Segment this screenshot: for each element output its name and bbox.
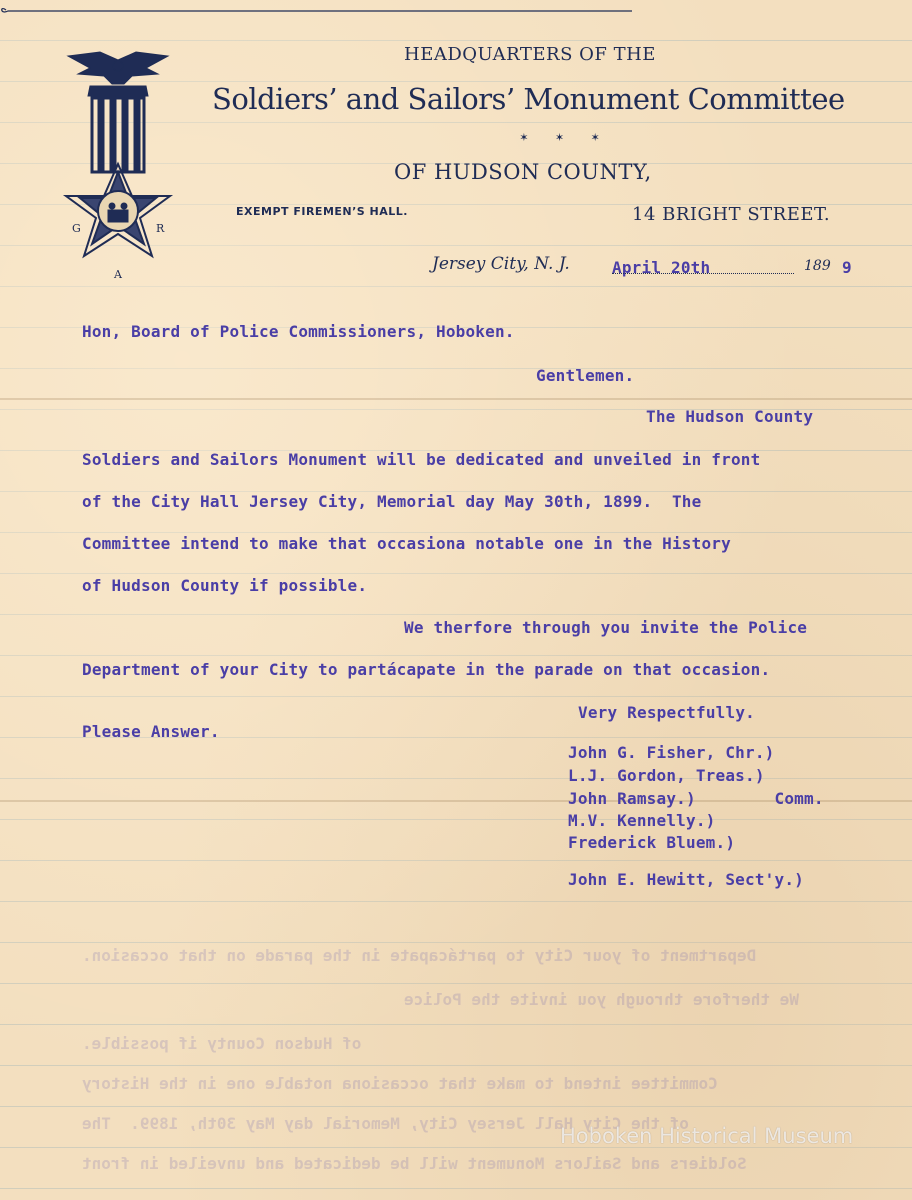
offset-ghost-line: Department of your City to partácapate in the parade on that occasion. xyxy=(82,946,757,965)
date-rule xyxy=(612,273,794,274)
svg-text:G: G xyxy=(72,222,81,235)
offset-ghost-line: Committee intend to make that occasiona notable one in the History xyxy=(82,1074,718,1093)
salutation: Gentlemen. xyxy=(536,366,635,385)
letterhead-title: Soldiers’ and Sailors’ Monument Committee xyxy=(212,82,845,116)
offset-ghost-line: of Hudson County if possible. xyxy=(82,1034,362,1053)
letter-year-digit: 9 xyxy=(842,258,852,277)
museum-watermark: Hoboken Historical Museum xyxy=(560,1124,854,1148)
offset-ghost-line: of the City Hall Jersey City, Memorial day May 30th, 1899. The xyxy=(82,1114,689,1133)
signatory: John Ramsay.) Comm. xyxy=(568,789,824,808)
letterhead-county: OF HUDSON COUNTY, xyxy=(394,160,652,184)
signatory: Frederick Bluem.) xyxy=(568,833,736,852)
secretary: John E. Hewitt, Sect'y.) xyxy=(568,870,804,889)
closing: Very Respectfully. xyxy=(578,703,755,722)
letterhead-rule xyxy=(0,5,640,15)
signatory: M.V. Kennelly.) xyxy=(568,811,716,830)
offset-ghost-line: Soldiers and Sailors Monument will be dedicated and unveiled in front xyxy=(82,1154,747,1173)
body-line: The Hudson County xyxy=(646,407,814,426)
gar-medal-emblem xyxy=(60,46,176,284)
svg-text:R: R xyxy=(156,222,165,235)
body-line: of Hudson County if possible. xyxy=(82,576,368,595)
please-answer: Please Answer. xyxy=(82,722,220,741)
signatory: L.J. Gordon, Treas.) xyxy=(568,766,765,785)
letterhead-year-prefix: 189 xyxy=(804,258,831,274)
signatory: John G. Fisher, Chr.) xyxy=(568,743,775,762)
letterhead-street: 14 BRIGHT STREET. xyxy=(632,204,831,225)
body-line: Department of your City to partácapate in the parade on that occasion. xyxy=(82,660,771,679)
body-line: Soldiers and Sailors Monument will be dedicated and unveiled in front xyxy=(82,450,761,469)
body-line: of the City Hall Jersey City, Memorial day May 30th, 1899. The xyxy=(82,492,702,511)
offset-ghost-line: We therfore through you invite the Police xyxy=(404,990,799,1009)
letterhead-place: Jersey City, N. J. xyxy=(432,254,570,274)
svg-text:A: A xyxy=(114,268,122,281)
body-line: We therfore through you invite the Police xyxy=(404,618,808,637)
letterhead-hall: EXEMPT FIREMEN’S HALL. xyxy=(236,205,408,218)
letterhead-headquarters: HEADQUARTERS OF THE xyxy=(404,44,656,65)
addressee: Hon, Board of Police Commissioners, Hoboken. xyxy=(82,322,515,341)
letter-date: April 20th xyxy=(612,258,711,277)
body-line: Committee intend to make that occasiona notable one in the History xyxy=(82,534,731,553)
ornament-stars: ✶ ✶ ✶ xyxy=(520,130,610,145)
